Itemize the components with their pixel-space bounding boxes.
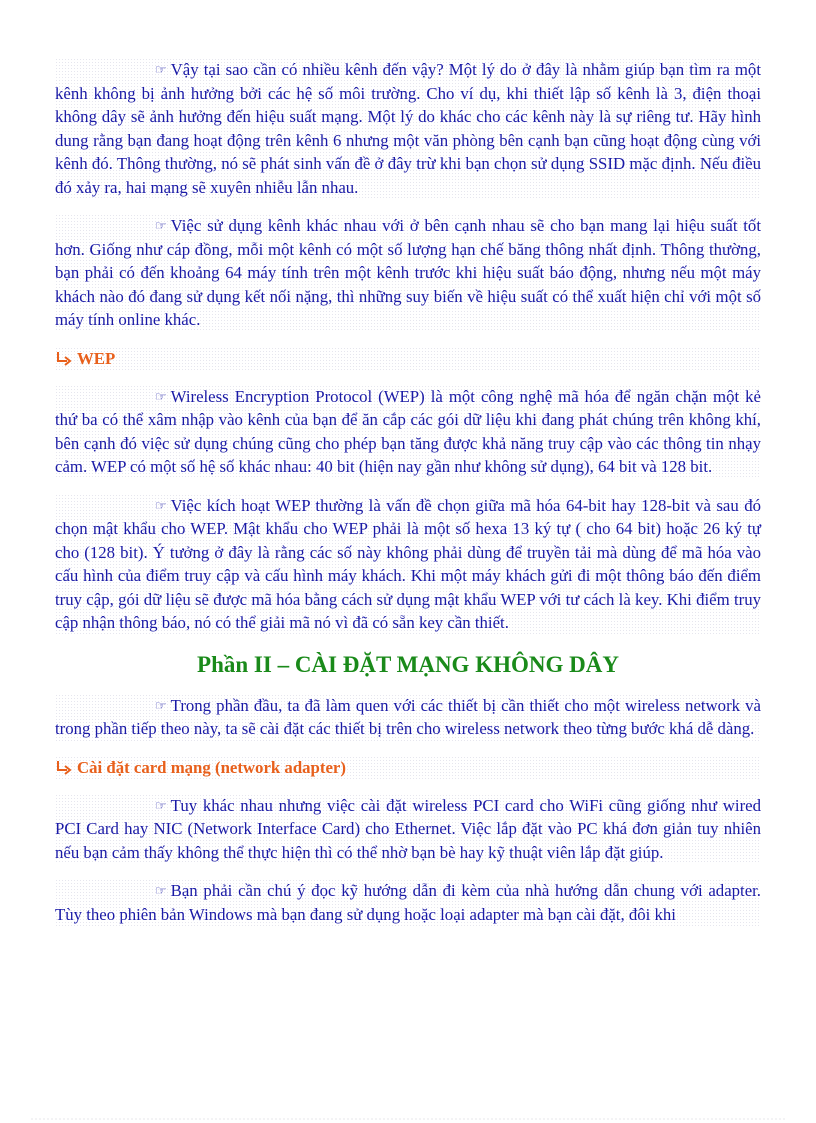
section-heading-wep <box>55 347 761 371</box>
paragraph-text: Bạn phải cần chú ý đọc kỹ hướng dẫn đi kèm của nhà hướng dẫn chung với adapter. Tùy theo phiên bản Windows mà bạn đang sử dụng hoặc loại adapter mà bạn cài đặt, đôi khi <box>55 881 761 924</box>
paragraph-part2-intro <box>55 694 761 741</box>
page-bottom-divider <box>30 1118 786 1120</box>
pointing-hand-icon: ☞ <box>155 883 167 898</box>
paragraph-text: Vậy tại sao cần có nhiều kênh đến vậy? Một lý do ở đây là nhằm giúp bạn tìm ra một kênh không bị ảnh hưởng bởi các hệ số môi trường. Cho ví dụ, khi thiết lập số kênh là 3, điện thoại không dây sẽ ảnh hưởng đến hiệu suất mạng. Một lý do khác cho các kênh này là sự riêng tư. Hãy hình dung rằng bạn đang hoạt động trên kênh 6 nhưng một văn phòng bên cạnh bạn cũng hoạt động cùng với kênh đó. Thông thường, nó sẽ phát sinh vấn đề ở đây trừ khi bạn chọn sử dụng SSID mặc định. Nếu điều đó xảy ra, hai mạng sẽ xuyên nhiễu lẫn nhau. <box>55 60 761 197</box>
paragraph-channels-performance <box>55 214 761 332</box>
section-heading-text: Cài đặt card mạng (network adapter) <box>77 757 346 777</box>
paragraph-text: Wireless Encryption Protocol (WEP) là một công nghệ mã hóa để ngăn chặn một kẻ thứ ba có thể xâm nhập vào kênh của bạn để ăn cắp các gói dữ liệu khi đang phát chúng trên không khí, bên cạnh đó việc sử dụng chúng cũng cho phép bạn tăng được khả năng truy cập vào các thông tin nhạy cảm. WEP có một số hệ số khác nhau: 40 bit (hiện nay gần như không sử dụng), 64 bit và 128 bit. <box>55 386 761 476</box>
paragraph-channels-why <box>55 58 761 199</box>
pointing-hand-icon: ☞ <box>155 497 167 513</box>
pointing-hand-icon: ☞ <box>155 697 167 713</box>
paragraph-text: Tuy khác nhau nhưng việc cài đặt wireless PCI card cho WiFi cũng giống như wired PCI Card hay NIC (Network Interface Card) cho Ethernet. Việc lắp đặt vào PC khá đơn giản tuy nhiên nếu bạn cảm thấy không thể thực hiện thì có thể nhờ bạn bè hay kỹ thuật viên lắp đặt giúp. <box>55 795 761 862</box>
paragraph-wep-activation <box>55 494 761 635</box>
paragraph-pci-card <box>55 794 761 865</box>
document-page <box>55 58 761 941</box>
hooked-arrow-icon <box>55 350 73 368</box>
section-heading-text: WEP <box>77 348 116 368</box>
paragraph-text: Việc kích hoạt WEP thường là vấn đề chọn giữa mã hóa 64-bit hay 128-bit và sau đó chọn mật khẩu cho WEP. Mật khẩu cho WEP phải là một số hexa 13 ký tự ( cho 64 bit) hoặc 26 ký tự cho (128 bit). Ý tưởng ở đây là rằng các số này không phải dùng để truyền tải mà dùng để mã hóa vào cấu hình của điểm truy cập và cấu hình máy khách. Khi một máy khách gửi đi một thông báo đến điểm truy cập, gói dữ liệu sẽ được mã hóa bằng cách sử dụng mật khẩu WEP với tư cách là key. Khi điểm truy cập nhận thông báo, nó có thể giải mã nó vì đã có sẵn key cần thiết. <box>55 495 761 632</box>
pointing-hand-icon: ☞ <box>155 388 167 404</box>
section-heading-network-adapter <box>55 756 761 780</box>
paragraph-wep-intro <box>55 385 761 479</box>
paragraph-read-instructions <box>55 879 761 926</box>
paragraph-text: Việc sử dụng kênh khác nhau với ở bên cạnh nhau sẽ cho bạn mang lại hiệu suất tốt hơn. Giống như cáp đồng, mỗi một kênh có một số lượng hạn chế băng thông nhất định. Thông thường, bạn phải có đến khoảng 64 máy tính trên một kênh trước khi hiệu suất báo động, nhưng nếu một máy khách nào đó đang sử dụng kết nối nặng, thì những suy biến về hiệu suất có thể xuất hiện chỉ với một số máy tính online khác. <box>55 216 761 329</box>
part-title: Phần II – CÀI ĐẶT MẠNG KHÔNG DÂY <box>197 651 619 677</box>
pointing-hand-icon: ☞ <box>155 218 167 233</box>
paragraph-text: Trong phần đầu, ta đã làm quen với các thiết bị cần thiết cho một wireless network và trong phần tiếp theo này, ta sẽ cài đặt các thiết bị trên cho wireless network theo từng bước khá dễ dàng. <box>55 695 761 738</box>
pointing-hand-icon: ☞ <box>155 62 167 77</box>
pointing-hand-icon: ☞ <box>155 797 167 813</box>
hooked-arrow-icon <box>55 759 73 777</box>
